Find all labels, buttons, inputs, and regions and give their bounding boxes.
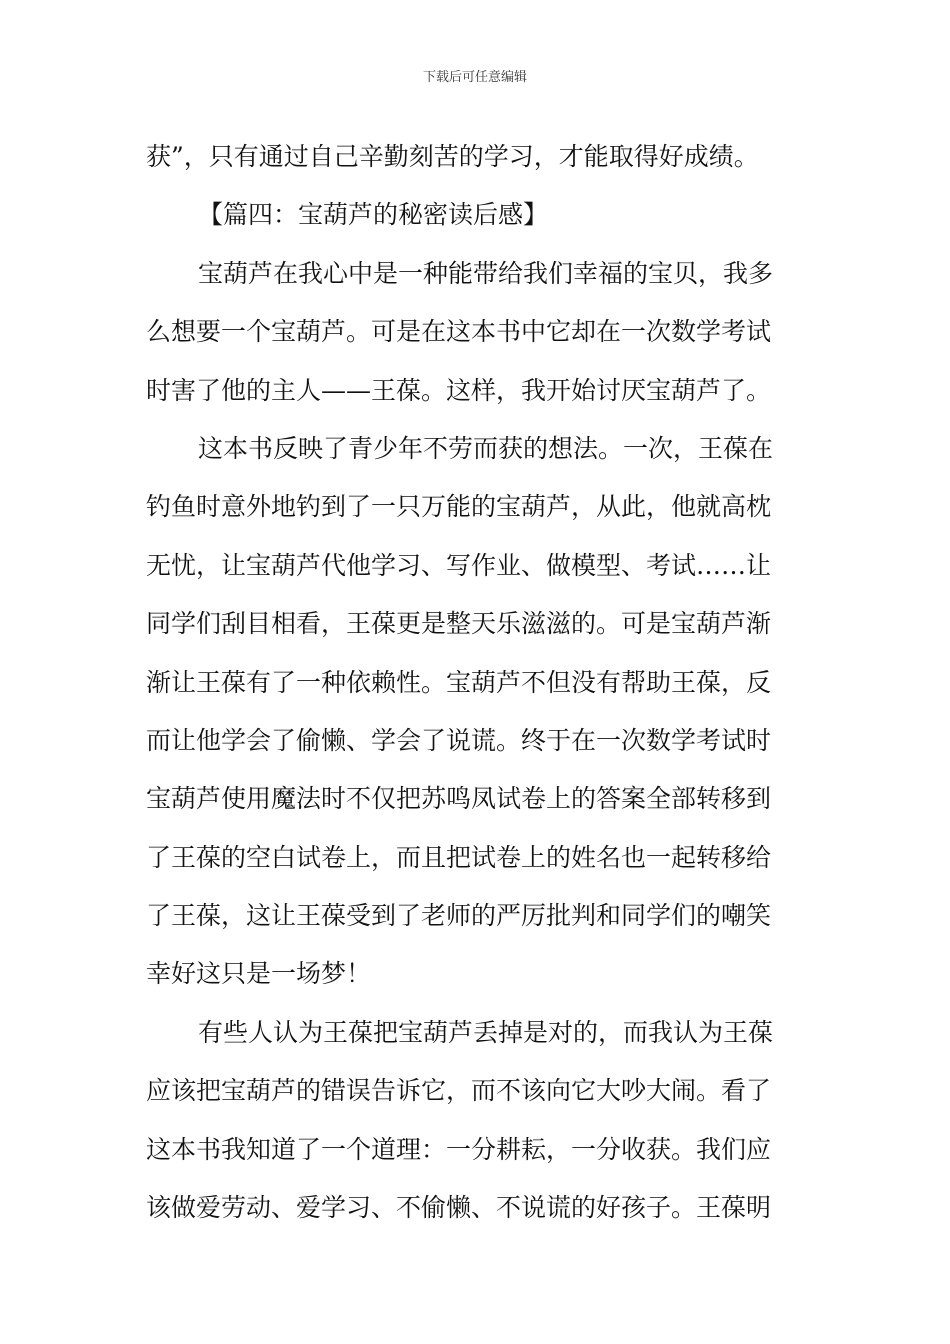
section-title: 【篇四：宝葫芦的秘密读后感】	[198, 200, 549, 230]
paragraph-line: 渐让王葆有了一种依赖性。宝葫芦不但没有帮助王葆，反	[146, 667, 772, 697]
paragraph-line: 这本书我知道了一个道理：一分耕耘，一分收获。我们应	[146, 1134, 772, 1164]
paragraph-line: 应该把宝葫芦的错误告诉它，而不该向它大吵大闹。看了	[146, 1076, 772, 1106]
page-header: 下载后可任意编辑	[422, 70, 527, 85]
paragraph-line: 而让他学会了偷懒、学会了说谎。终于在一次数学考试时	[146, 725, 772, 755]
paragraph-line: 宝葫芦使用魔法时不仅把苏鸣凤试卷上的答案全部转移到	[146, 784, 772, 814]
paragraph-line: 幸好这只是一场梦！	[146, 959, 372, 989]
paragraph-line: 同学们刮目相看，王葆更是整天乐滋滋的。可是宝葫芦渐	[146, 609, 772, 639]
document-body	[146, 128, 810, 1237]
paragraph-line: 钓鱼时意外地钓到了一只万能的宝葫芦，从此，他就高枕	[146, 492, 772, 522]
paragraph-line: 宝葫芦在我心中是一种能带给我们幸福的宝贝，我多	[198, 258, 774, 288]
text-line: 获”，只有通过自己辛勤刻苦的学习，才能取得好成绩。	[146, 142, 759, 171]
paragraph-line: 有些人认为王葆把宝葫芦丢掉是对的，而我认为王葆	[198, 1017, 774, 1047]
paragraph-line: 该做爱劳动、爱学习、不偷懒、不说谎的好孩子。王葆明	[146, 1193, 772, 1223]
paragraph-line: 时害了他的主人——王葆。这样，我开始讨厌宝葫芦了。	[146, 375, 772, 405]
paragraph-line: 无忧，让宝葫芦代他学习、写作业、做模型、考试……让	[146, 550, 772, 580]
paragraph-line: 这本书反映了青少年不劳而获的想法。一次，王葆在	[198, 433, 774, 463]
paragraph-line: 了王葆，这让王葆受到了老师的严厉批判和同学们的嘲笑	[146, 901, 772, 931]
paragraph-line: 了王葆的空白试卷上，而且把试卷上的姓名也一起转移给	[146, 842, 772, 872]
paragraph-line: 么想要一个宝葫芦。可是在这本书中它却在一次数学考试	[146, 317, 772, 347]
